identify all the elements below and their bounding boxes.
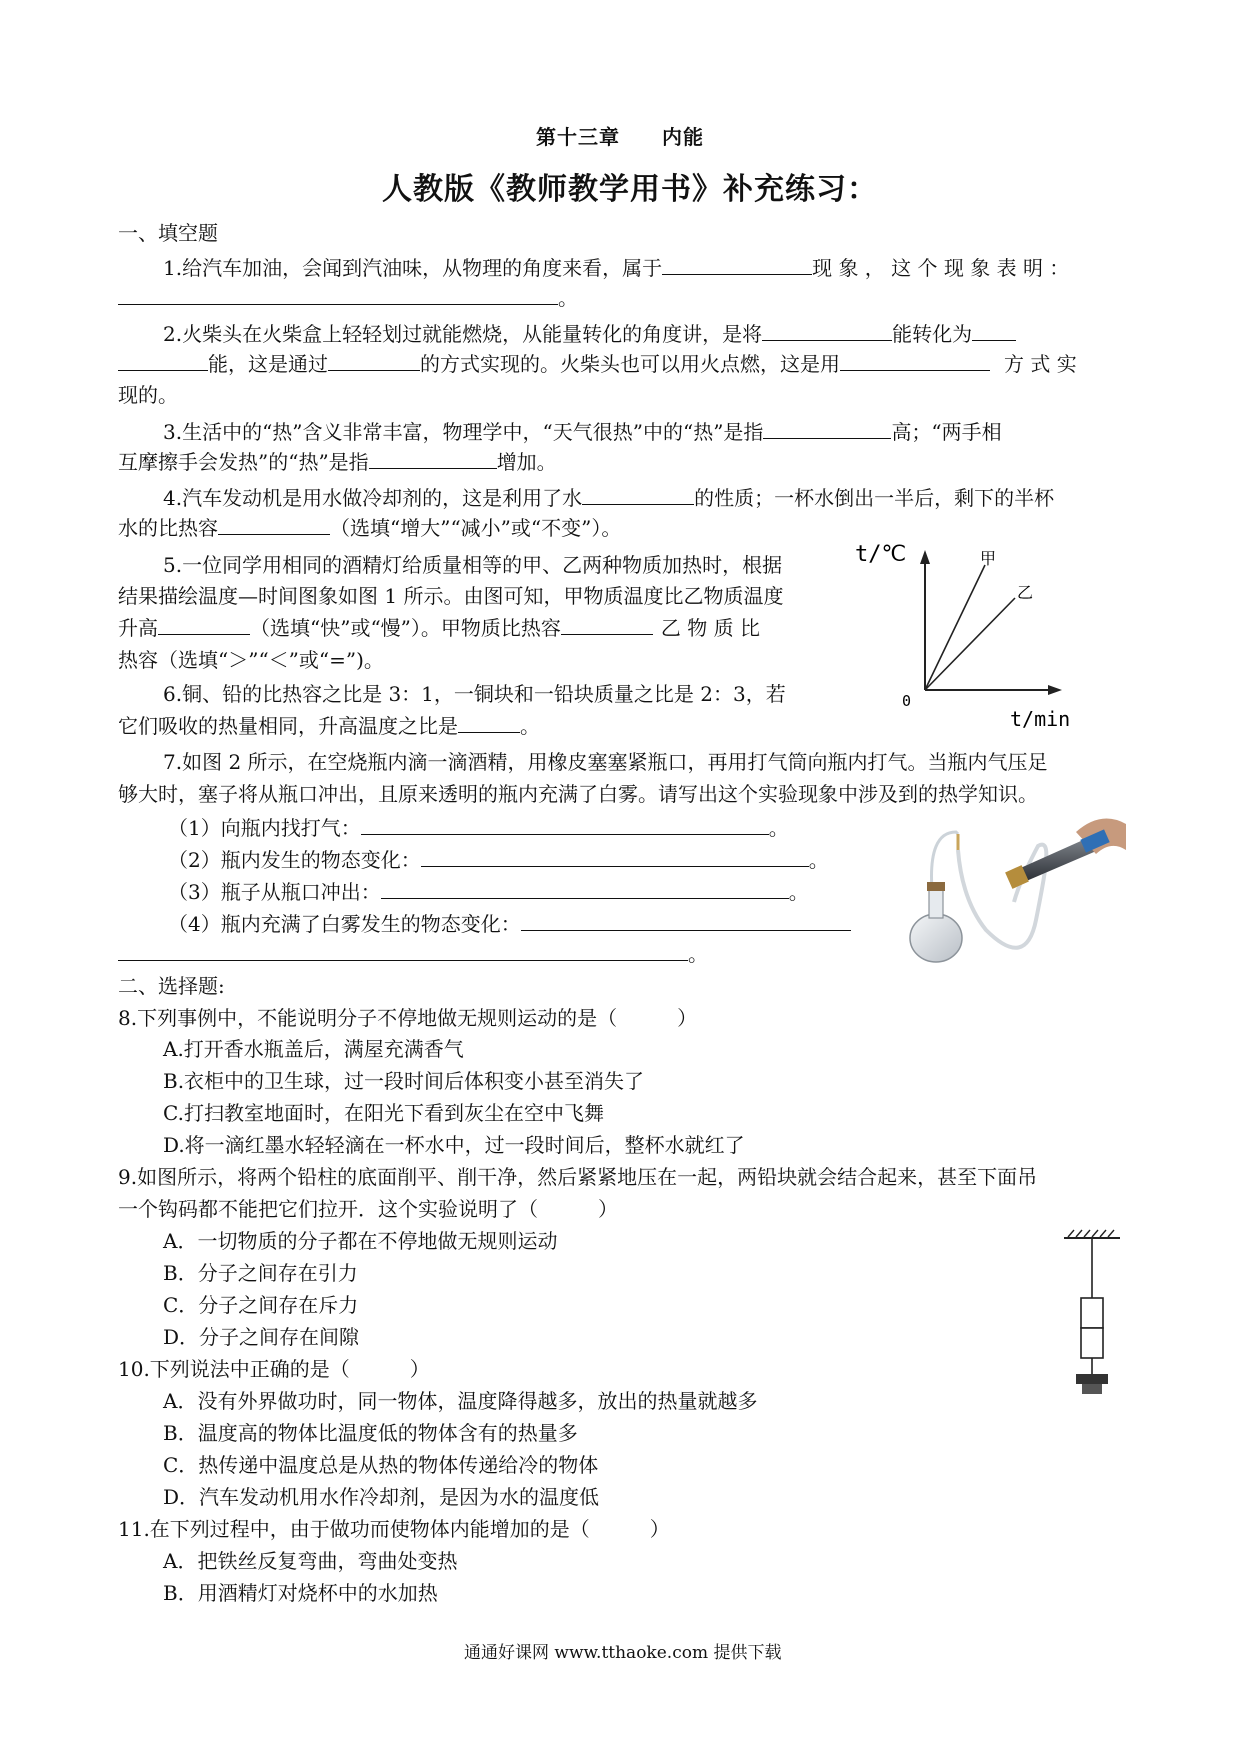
- lead-cylinders-figure: [1060, 1228, 1124, 1406]
- x-axis-arrow: [1048, 685, 1062, 695]
- series-label-jia: 甲: [980, 549, 997, 568]
- question-7-sub-2: （2）瓶内发生的物态变化： 。: [168, 848, 829, 872]
- footer-credit: 通通好课网 www.tthaoke.com 提供下载: [464, 1643, 782, 1663]
- weight-top: [1076, 1374, 1108, 1384]
- answer-blank[interactable]: [158, 614, 250, 635]
- question-7-sub-1: （1）向瓶内找打气： 。: [168, 816, 789, 840]
- question-1-line-2: 。: [118, 284, 578, 312]
- section-heading-fill-blank: 一、填空题: [118, 221, 218, 245]
- weight-bottom: [1082, 1384, 1102, 1394]
- answer-blank[interactable]: [421, 846, 809, 867]
- flask-neck: [929, 888, 943, 918]
- answer-blank[interactable]: [328, 350, 420, 371]
- question-8-stem: 8.下列事例中，不能说明分子不停地做无规则运动的是（ ）: [118, 1006, 698, 1030]
- question-6-line-1: 6.铜、铅的比热容之比是 3：1，一铜块和一铅块质量之比是 2：3，若: [163, 682, 786, 706]
- question-10-option-d[interactable]: D．汽车发动机用水作冷却剂，是因为水的温度低: [163, 1485, 600, 1509]
- question-6-line-2: 它们吸收的热量相同，升高温度之比是 。: [118, 714, 540, 738]
- answer-blank[interactable]: [118, 284, 558, 305]
- answer-blank[interactable]: [381, 878, 789, 899]
- lower-lead-cylinder: [1081, 1328, 1103, 1358]
- answer-blank[interactable]: [361, 814, 769, 835]
- x-axis-label: t/min: [1010, 707, 1071, 731]
- question-7-sub-4-continued: 。: [118, 940, 708, 968]
- question-10-option-a[interactable]: A．没有外界做功时，同一物体，温度降得越多，放出的热量就越多: [163, 1389, 758, 1413]
- chapter-number: 第十三章: [536, 125, 620, 149]
- section-heading-multiple-choice: 二、选择题:: [118, 974, 225, 998]
- question-9-option-b[interactable]: B．分子之间存在引力: [163, 1261, 358, 1285]
- question-8-option-b[interactable]: B.衣柜中的卫生球，过一段时间后体积变小甚至消失了: [163, 1069, 645, 1093]
- question-7-line-1: 7.如图 2 所示，在空烧瓶内滴一滴酒精，用橡皮塞塞紧瓶口，再用打气筒向瓶内打气。当瓶内气压足: [163, 750, 1048, 774]
- question-9-stem-line-2: 一个钩码都不能把它们拉开．这个实验说明了（ ）: [118, 1197, 618, 1221]
- question-9-option-a[interactable]: A．一切物质的分子都在不停地做无规则运动: [163, 1229, 558, 1253]
- ceiling-hatch: [1068, 1230, 1114, 1237]
- question-2-line-3: 现的。: [118, 383, 178, 407]
- answer-blank[interactable]: [840, 350, 990, 371]
- chapter-heading: [536, 121, 704, 150]
- series-line-yi: [925, 598, 1015, 690]
- page-title: 人教版《教师教学用书》补充练习：: [382, 172, 878, 207]
- upper-lead-cylinder: [1081, 1298, 1103, 1328]
- origin-label: 0: [902, 692, 912, 710]
- question-5-line-4: 热容（选填“＞”“＜”或“=”)。: [118, 648, 384, 672]
- question-7-line-2: 够大时，塞子将从瓶口冲出，且原来透明的瓶内充满了白雾。请写出这个实验现象中涉及到的热学知识。: [118, 782, 1038, 806]
- question-8-option-c[interactable]: C.打扫教室地面时，在阳光下看到灰尘在空中飞舞: [163, 1101, 604, 1125]
- question-3-line-1: 3.生活中的“热”含义非常丰富，物理学中，“天气很热”中的“热”是指 高；“两手相: [163, 420, 1002, 444]
- question-5-line-2: 结果描绘温度—时间图象如图 1 所示。由图可知，甲物质温度比乙物质温度: [118, 584, 784, 608]
- temperature-time-graph: [850, 540, 1120, 732]
- question-9-option-d[interactable]: D．分子之间存在间隙: [163, 1325, 360, 1349]
- question-1-line-1: 1.给汽车加油，会闻到汽油味，从物理的角度来看，属于 现 象 ， 这 个 现 象 表 明 ：: [163, 256, 1070, 280]
- answer-blank[interactable]: [369, 448, 497, 469]
- answer-blank[interactable]: [582, 484, 694, 505]
- question-8-option-d[interactable]: D.将一滴红墨水轻轻滴在一杯水中，过一段时间后，整杯水就红了: [163, 1133, 745, 1157]
- question-4-line-1: 4.汽车发动机是用水做冷却剂的，这是利用了水 的性质；一杯水倒出一半后，剩下的半杯: [163, 486, 1055, 510]
- answer-blank[interactable]: [521, 910, 851, 931]
- question-5-line-1: 5.一位同学用相同的酒精灯给质量相等的甲、乙两种物质加热时，根据: [163, 553, 783, 577]
- answer-blank[interactable]: [561, 614, 653, 635]
- question-11-option-a[interactable]: A．把铁丝反复弯曲，弯曲处变热: [163, 1549, 458, 1573]
- series-line-jia: [925, 565, 985, 690]
- question-10-option-c[interactable]: C．热传递中温度总是从热的物体传递给冷的物体: [163, 1453, 599, 1477]
- question-11-stem: 11.在下列过程中，由于做功而使物体内能增加的是（ ）: [118, 1517, 670, 1541]
- y-axis-label: t/℃: [855, 542, 907, 567]
- answer-blank[interactable]: [458, 712, 520, 733]
- rubber-hose: [958, 845, 1046, 948]
- question-7-sub-4: （4）瓶内充满了白雾发生的物态变化：: [168, 910, 851, 938]
- question-5-line-3: 升高 （选填“快”或“慢”）。甲物质比热容 乙 物 质 比: [118, 616, 760, 640]
- question-2-line-1: 2.火柴头在火柴盒上轻轻划过就能燃烧，从能量转化的角度讲，是将 能转化为: [163, 320, 1016, 348]
- question-9-stem-line-1: 9.如图所示，将两个铅柱的底面削平、削干净，然后紧紧地压在一起，两铅块就会结合起来，甚至下面吊: [118, 1165, 1038, 1189]
- chapter-name: 内能: [662, 125, 704, 149]
- answer-blank[interactable]: [118, 350, 208, 371]
- flask-stopper: [927, 882, 945, 891]
- question-3-line-2: 互摩擦手会发热”的“热”是指 增加。: [118, 450, 557, 474]
- question-10-option-b[interactable]: B．温度高的物体比温度低的物体含有的热量多: [163, 1421, 578, 1445]
- answer-blank[interactable]: [662, 254, 812, 275]
- question-2-line-2: 能，这是通过 的方式实现的。火柴头也可以用火点燃，这是用 方 式 实: [118, 350, 1077, 378]
- question-9-option-c[interactable]: C．分子之间存在斥力: [163, 1293, 359, 1317]
- answer-blank[interactable]: [762, 320, 892, 341]
- question-7-sub-3: （3）瓶子从瓶口冲出： 。: [168, 880, 809, 904]
- question-11-option-b[interactable]: B．用酒精灯对烧杯中的水加热: [163, 1581, 438, 1605]
- answer-blank[interactable]: [972, 320, 1016, 341]
- series-label-yi: 乙: [1017, 583, 1034, 602]
- flask-body: [910, 914, 962, 962]
- question-8-option-a[interactable]: A.打开香水瓶盖后，满屋充满香气: [163, 1037, 464, 1061]
- answer-blank[interactable]: [763, 418, 891, 439]
- y-axis-arrow: [920, 550, 930, 564]
- answer-blank[interactable]: [118, 940, 688, 961]
- question-10-stem: 10.下列说法中正确的是（ ）: [118, 1357, 430, 1381]
- answer-blank[interactable]: [218, 514, 330, 535]
- question-4-line-2: 水的比热容 （选填“增大”“减小”或“不变”）。: [118, 516, 622, 540]
- flask-pump-illustration: [896, 810, 1126, 970]
